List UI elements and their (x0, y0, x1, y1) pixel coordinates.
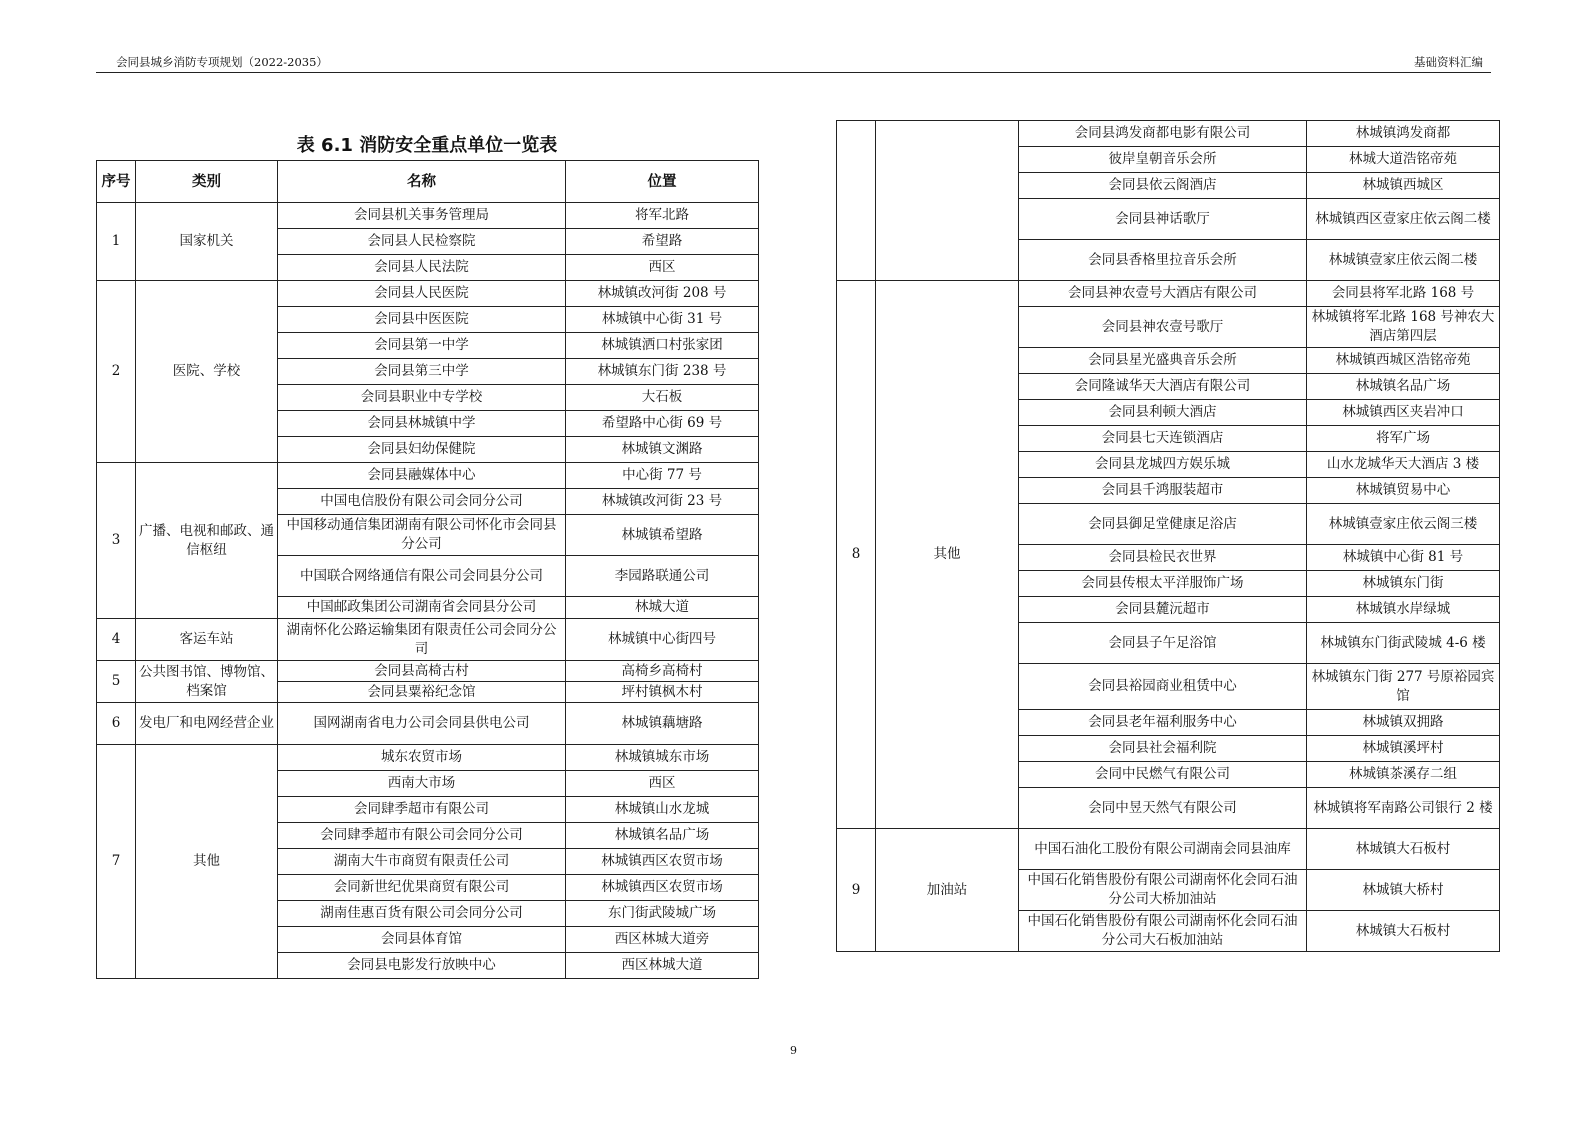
group-number-cell (837, 121, 876, 281)
unit-name-cell: 会同县电影发行放映中心 (278, 953, 566, 979)
unit-name-cell: 会同肆季超市有限公司 (278, 797, 566, 823)
unit-location-cell: 林城镇壹家庄依云阁二楼 (1307, 240, 1500, 281)
unit-name-cell: 中国石化销售股份有限公司湖南怀化会同石油分公司大桥加油站 (1019, 870, 1307, 911)
unit-location-cell: 林城镇东门街 (1307, 571, 1500, 597)
table-row (97, 745, 759, 771)
unit-location-cell: 林城镇东门街武陵城 4-6 楼 (1307, 623, 1500, 664)
unit-name-cell: 会同县人民医院 (278, 281, 566, 307)
unit-location-cell: 林城大道 (566, 597, 759, 619)
header-document-title: 会同县城乡消防专项规划（2022-2035） (116, 55, 328, 69)
unit-name-cell: 会同中民燃气有限公司 (1019, 762, 1307, 788)
unit-location-cell: 林城镇贸易中心 (1307, 478, 1500, 504)
unit-location-cell: 林城镇西区夹岩冲口 (1307, 400, 1500, 426)
unit-location-cell: 林城镇双拥路 (1307, 710, 1500, 736)
unit-location-cell: 将军北路 (566, 203, 759, 229)
unit-location-cell: 林城镇希望路 (566, 515, 759, 556)
table-row (837, 121, 1500, 147)
table-row (837, 281, 1500, 307)
unit-name-cell: 会同县裕园商业租赁中心 (1019, 664, 1307, 710)
group-category-cell (876, 121, 1019, 281)
unit-name-cell: 湖南怀化公路运输集团有限责任公司会同分公司 (278, 619, 566, 661)
unit-location-cell: 林城镇西城区浩铭帝苑 (1307, 348, 1500, 374)
key-units-table-right (836, 120, 1500, 952)
unit-location-cell: 坪村镇枫木村 (566, 682, 759, 703)
unit-name-cell: 会同县社会福利院 (1019, 736, 1307, 762)
unit-location-cell: 林城镇大石板村 (1307, 829, 1500, 870)
unit-location-cell: 林城镇东门街 238 号 (566, 359, 759, 385)
unit-location-cell: 李园路联通公司 (566, 556, 759, 597)
group-number-cell: 4 (97, 619, 136, 661)
group-number-cell: 3 (97, 463, 136, 619)
unit-location-cell: 将军广场 (1307, 426, 1500, 452)
unit-name-cell: 会同县林城镇中学 (278, 411, 566, 437)
unit-location-cell: 林城镇大石板村 (1307, 911, 1500, 952)
table-row (97, 203, 759, 229)
unit-name-cell: 会同县中医医院 (278, 307, 566, 333)
header-rule (96, 72, 1491, 73)
unit-location-cell: 西区 (566, 771, 759, 797)
unit-location-cell: 西区 (566, 255, 759, 281)
group-number-cell: 2 (97, 281, 136, 463)
unit-location-cell: 林城镇中心街 31 号 (566, 307, 759, 333)
unit-name-cell: 中国电信股份有限公司会同分公司 (278, 489, 566, 515)
group-category-cell: 国家机关 (136, 203, 278, 281)
unit-name-cell: 会同县神话歌厅 (1019, 199, 1307, 240)
unit-name-cell: 中国石油化工股份有限公司湖南会同县油库 (1019, 829, 1307, 870)
unit-location-cell: 林城镇水岸绿城 (1307, 597, 1500, 623)
unit-name-cell: 会同县传根太平洋服饰广场 (1019, 571, 1307, 597)
unit-location-cell: 西区林城大道 (566, 953, 759, 979)
unit-name-cell: 会同中昱天然气有限公司 (1019, 788, 1307, 829)
unit-location-cell: 林城镇西区农贸市场 (566, 849, 759, 875)
unit-name-cell: 湖南佳惠百货有限公司会同分公司 (278, 901, 566, 927)
unit-location-cell: 林城镇茶溪存二组 (1307, 762, 1500, 788)
column-header-number: 序号 (97, 161, 136, 203)
table-row (97, 703, 759, 745)
table-row (97, 463, 759, 489)
unit-name-cell: 会同新世纪优果商贸有限公司 (278, 875, 566, 901)
group-number-cell: 1 (97, 203, 136, 281)
unit-name-cell: 会同县龙城四方娱乐城 (1019, 452, 1307, 478)
unit-name-cell: 会同县妇幼保健院 (278, 437, 566, 463)
unit-name-cell: 会同县依云阁酒店 (1019, 173, 1307, 199)
unit-location-cell: 西区林城大道旁 (566, 927, 759, 953)
unit-location-cell: 林城镇文渊路 (566, 437, 759, 463)
unit-location-cell: 林城镇洒口村张家团 (566, 333, 759, 359)
group-category-cell: 医院、学校 (136, 281, 278, 463)
group-number-cell: 9 (837, 829, 876, 952)
unit-name-cell: 会同县麓沅超市 (1019, 597, 1307, 623)
unit-location-cell: 林城大道浩铭帝苑 (1307, 147, 1500, 173)
unit-name-cell: 会同县鸿发商都电影有限公司 (1019, 121, 1307, 147)
unit-name-cell: 会同肆季超市有限公司会同分公司 (278, 823, 566, 849)
unit-location-cell: 会同县将军北路 168 号 (1307, 281, 1500, 307)
unit-name-cell: 中国邮政集团公司湖南省会同县分公司 (278, 597, 566, 619)
unit-location-cell: 林城镇城东市场 (566, 745, 759, 771)
group-category-cell: 客运车站 (136, 619, 278, 661)
header-section-title: 基础资料汇编 (1414, 55, 1483, 69)
table-row (837, 829, 1500, 870)
unit-location-cell: 林城镇改河街 208 号 (566, 281, 759, 307)
unit-location-cell: 林城镇西区壹家庄依云阁二楼 (1307, 199, 1500, 240)
unit-name-cell: 会同县香格里拉音乐会所 (1019, 240, 1307, 281)
column-header-location: 位置 (566, 161, 759, 203)
unit-name-cell: 会同县高椅古村 (278, 661, 566, 682)
unit-name-cell: 会同县子午足浴馆 (1019, 623, 1307, 664)
group-number-cell: 6 (97, 703, 136, 745)
unit-location-cell: 高椅乡高椅村 (566, 661, 759, 682)
key-units-table-left (96, 160, 759, 979)
group-number-cell: 5 (97, 661, 136, 703)
unit-name-cell: 会同县老年福利服务中心 (1019, 710, 1307, 736)
unit-location-cell: 希望路中心街 69 号 (566, 411, 759, 437)
unit-location-cell: 林城镇东门街 277 号原裕园宾馆 (1307, 664, 1500, 710)
table-row (97, 619, 759, 661)
unit-location-cell: 山水龙城华天大酒店 3 楼 (1307, 452, 1500, 478)
unit-location-cell: 林城镇西城区 (1307, 173, 1500, 199)
unit-name-cell: 会同县职业中专学校 (278, 385, 566, 411)
group-category-cell: 公共图书馆、博物馆、档案馆 (136, 661, 278, 703)
unit-name-cell: 会同县神农壹号大酒店有限公司 (1019, 281, 1307, 307)
column-header-category: 类别 (136, 161, 278, 203)
unit-name-cell: 彼岸皇朝音乐会所 (1019, 147, 1307, 173)
unit-location-cell: 林城镇鸿发商都 (1307, 121, 1500, 147)
unit-location-cell: 林城镇溪坪村 (1307, 736, 1500, 762)
page-number: 9 (790, 1044, 797, 1057)
group-number-cell: 8 (837, 281, 876, 829)
unit-location-cell: 林城镇将军北路 168 号神农大酒店第四层 (1307, 307, 1500, 348)
unit-name-cell: 会同县检民衣世界 (1019, 545, 1307, 571)
group-category-cell: 其他 (136, 745, 278, 979)
unit-name-cell: 西南大市场 (278, 771, 566, 797)
unit-location-cell: 林城镇中心街四号 (566, 619, 759, 661)
unit-location-cell: 中心街 77 号 (566, 463, 759, 489)
unit-name-cell: 会同隆诚华天大酒店有限公司 (1019, 374, 1307, 400)
unit-name-cell: 会同县千鸿服装超市 (1019, 478, 1307, 504)
group-number-cell: 7 (97, 745, 136, 979)
unit-name-cell: 会同县星光盛典音乐会所 (1019, 348, 1307, 374)
unit-location-cell: 林城镇名品广场 (1307, 374, 1500, 400)
unit-location-cell: 林城镇中心街 81 号 (1307, 545, 1500, 571)
unit-name-cell: 中国联合网络通信有限公司会同县分公司 (278, 556, 566, 597)
unit-location-cell: 林城镇壹家庄依云阁三楼 (1307, 504, 1500, 545)
unit-name-cell: 会同县粟裕纪念馆 (278, 682, 566, 703)
unit-location-cell: 林城镇藕塘路 (566, 703, 759, 745)
unit-name-cell: 中国石化销售股份有限公司湖南怀化会同石油分公司大石板加油站 (1019, 911, 1307, 952)
unit-name-cell: 会同县人民检察院 (278, 229, 566, 255)
unit-name-cell: 会同县神农壹号歌厅 (1019, 307, 1307, 348)
group-category-cell: 广播、电视和邮政、通信枢纽 (136, 463, 278, 619)
unit-location-cell: 东门街武陵城广场 (566, 901, 759, 927)
group-category-cell: 发电厂和电网经营企业 (136, 703, 278, 745)
unit-name-cell: 会同县御足堂健康足浴店 (1019, 504, 1307, 545)
unit-location-cell: 林城镇山水龙城 (566, 797, 759, 823)
table-row (97, 661, 759, 682)
unit-name-cell: 城东农贸市场 (278, 745, 566, 771)
group-category-cell: 其他 (876, 281, 1019, 829)
unit-name-cell: 中国移动通信集团湖南有限公司怀化市会同县分公司 (278, 515, 566, 556)
unit-name-cell: 会同县七天连锁酒店 (1019, 426, 1307, 452)
unit-location-cell: 希望路 (566, 229, 759, 255)
unit-name-cell: 湖南大牛市商贸有限责任公司 (278, 849, 566, 875)
unit-name-cell: 国网湖南省电力公司会同县供电公司 (278, 703, 566, 745)
unit-location-cell: 林城镇名品广场 (566, 823, 759, 849)
table-row (97, 281, 759, 307)
column-header-name: 名称 (278, 161, 566, 203)
unit-name-cell: 会同县第三中学 (278, 359, 566, 385)
unit-location-cell: 大石板 (566, 385, 759, 411)
unit-location-cell: 林城镇改河街 23 号 (566, 489, 759, 515)
unit-name-cell: 会同县第一中学 (278, 333, 566, 359)
unit-location-cell: 林城镇将军南路公司银行 2 楼 (1307, 788, 1500, 829)
unit-name-cell: 会同县融媒体中心 (278, 463, 566, 489)
unit-name-cell: 会同县人民法院 (278, 255, 566, 281)
unit-name-cell: 会同县体育馆 (278, 927, 566, 953)
unit-name-cell: 会同县机关事务管理局 (278, 203, 566, 229)
group-category-cell: 加油站 (876, 829, 1019, 952)
unit-name-cell: 会同县利顿大酒店 (1019, 400, 1307, 426)
unit-location-cell: 林城镇西区农贸市场 (566, 875, 759, 901)
table-title: 表 6.1 消防安全重点单位一览表 (296, 135, 558, 156)
unit-location-cell: 林城镇大桥村 (1307, 870, 1500, 911)
